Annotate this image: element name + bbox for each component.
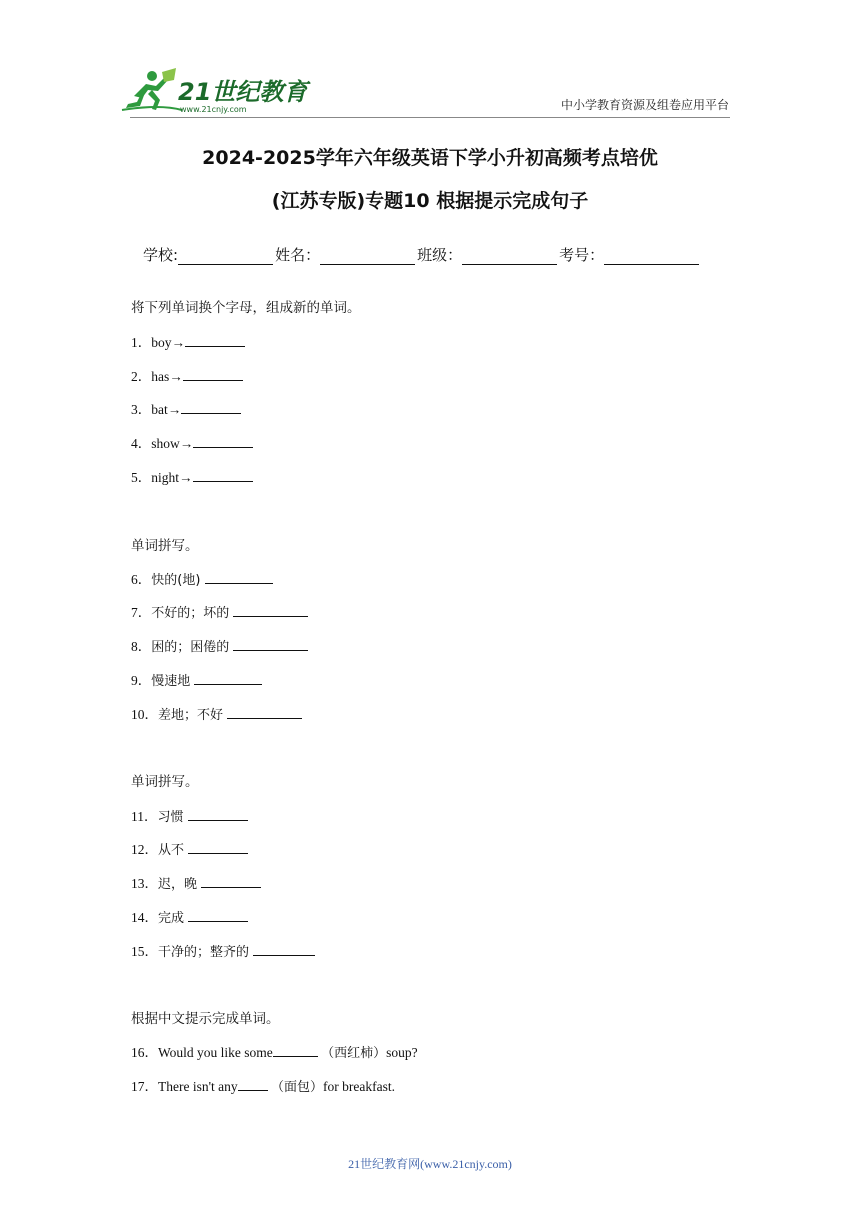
question-item: 2．has→ <box>131 365 243 385</box>
answer-blank[interactable] <box>181 401 241 414</box>
name-field[interactable] <box>320 248 415 265</box>
class-field[interactable] <box>462 248 557 265</box>
school-field[interactable] <box>178 248 273 265</box>
answer-blank[interactable] <box>233 638 308 651</box>
answer-blank[interactable] <box>193 435 253 448</box>
question-item: 11．习惯 <box>131 805 248 825</box>
question-item: 1．boy→ <box>131 331 245 351</box>
question-item: 14．完成 <box>131 906 248 926</box>
title-line-2: (江苏专版)专题10 根据提示完成句子 <box>271 190 589 212</box>
exam-number-label: 考号： <box>559 246 605 264</box>
school-label: 学校: <box>143 246 179 264</box>
name-label: 姓名： <box>275 246 321 264</box>
question-item: 12．从不 <box>131 838 248 858</box>
answer-blank[interactable] <box>233 604 308 617</box>
question-item: 15．干净的；整齐的 <box>131 940 315 960</box>
section-instruction: 根据中文提示完成单词。 <box>131 1011 280 1027</box>
question-item: 16．Would you like some （西红柿）soup? <box>131 1045 418 1061</box>
answer-blank[interactable] <box>185 334 245 347</box>
platform-name: 中小学教育资源及组卷应用平台 <box>560 98 729 112</box>
answer-blank[interactable] <box>188 909 248 922</box>
answer-blank[interactable] <box>201 875 261 888</box>
answer-blank[interactable] <box>205 571 273 584</box>
question-item: 9．慢速地 <box>131 669 262 689</box>
answer-blank[interactable] <box>194 672 262 685</box>
header-divider <box>130 117 730 118</box>
logo-text: 21世纪教育 <box>178 78 308 106</box>
answer-blank[interactable] <box>188 808 248 821</box>
question-item: 3．bat→ <box>131 398 241 418</box>
question-item: 6．快的(地) <box>131 568 273 588</box>
question-item: 4．show→ <box>131 432 253 452</box>
question-item: 7．不好的；坏的 <box>131 601 308 621</box>
logo-url: www.21cnjy.com <box>180 105 247 114</box>
answer-blank[interactable] <box>238 1078 268 1091</box>
question-item: 5．night→ <box>131 466 253 486</box>
answer-blank[interactable] <box>183 368 243 381</box>
question-item: 17．There isn't any （面包）for breakfast. <box>131 1079 396 1095</box>
question-item: 8．困的；困倦的 <box>131 635 308 655</box>
class-label: 班级： <box>417 246 463 264</box>
exam-number-field[interactable] <box>604 248 699 265</box>
answer-blank[interactable] <box>188 841 248 854</box>
question-item: 13．迟，晚 <box>131 872 261 892</box>
answer-blank[interactable] <box>193 469 253 482</box>
question-item: 10．差地；不好 <box>131 703 302 723</box>
answer-blank[interactable] <box>273 1044 318 1057</box>
section-instruction: 单词拼写。 <box>131 538 199 554</box>
student-info <box>143 244 701 265</box>
footer-link[interactable]: 21世纪教育网(www.21cnjy.com) <box>348 1157 512 1171</box>
section-instruction: 将下列单词换个字母，组成新的单词。 <box>131 300 361 316</box>
answer-blank[interactable] <box>253 943 315 956</box>
title-line-1: 2024-2025学年六年级英语下学小升初高频考点培优 <box>202 147 658 169</box>
section-instruction: 单词拼写。 <box>131 774 199 790</box>
answer-blank[interactable] <box>227 706 302 719</box>
logo <box>120 66 308 116</box>
